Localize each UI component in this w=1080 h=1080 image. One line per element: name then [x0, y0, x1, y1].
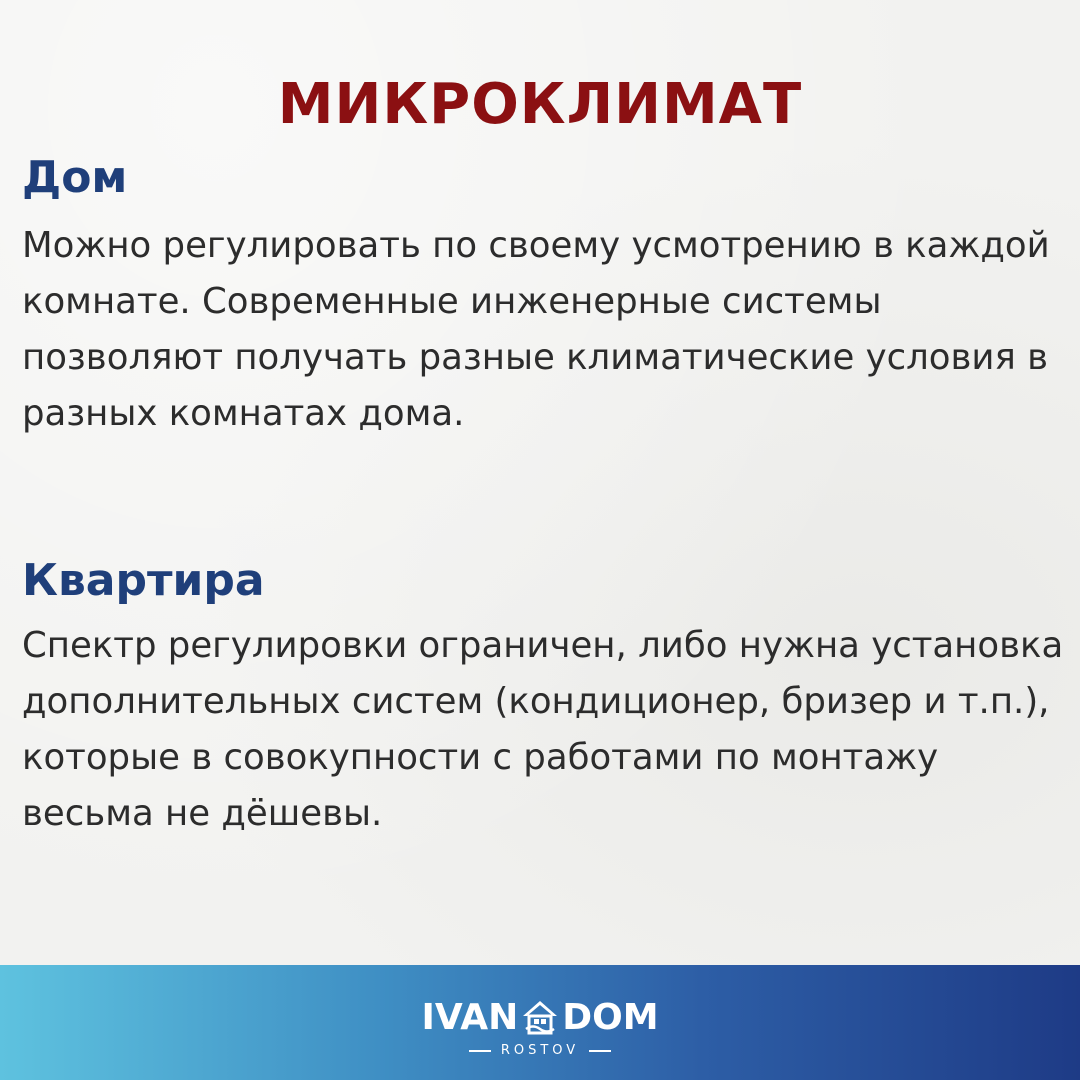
logo-subtitle [0, 1043, 1080, 1058]
divider [589, 1050, 611, 1052]
logo-word-right: DOM [562, 996, 659, 1038]
section-heading-house: Дом [22, 152, 128, 203]
logo-wordmark [0, 995, 1080, 1039]
section-text-apartment: Спектр регулировки ограничен, либо нужна установка дополнительных систем (кондиционер, бризер и т.п.), которые в совокупности с работами по монтажу весьма не дёшевы. [22, 625, 1064, 834]
section-text-house: Можно регулировать по своему усмотрению в каждой комнате. Современные инженерные системы позволяют получать разные климатические условия в разных комнатах дома. [22, 225, 1050, 434]
section-heading-apartment: Квартира [22, 555, 265, 606]
logo-city: ROSTOV [500, 1043, 580, 1058]
page-title: МИКРОКЛИМАТ [277, 72, 803, 137]
divider [469, 1050, 491, 1052]
house-icon [520, 997, 560, 1037]
brand-logo [0, 965, 1080, 1080]
logo-word-left: IVAN [421, 996, 519, 1038]
footer-bar [0, 965, 1080, 1080]
